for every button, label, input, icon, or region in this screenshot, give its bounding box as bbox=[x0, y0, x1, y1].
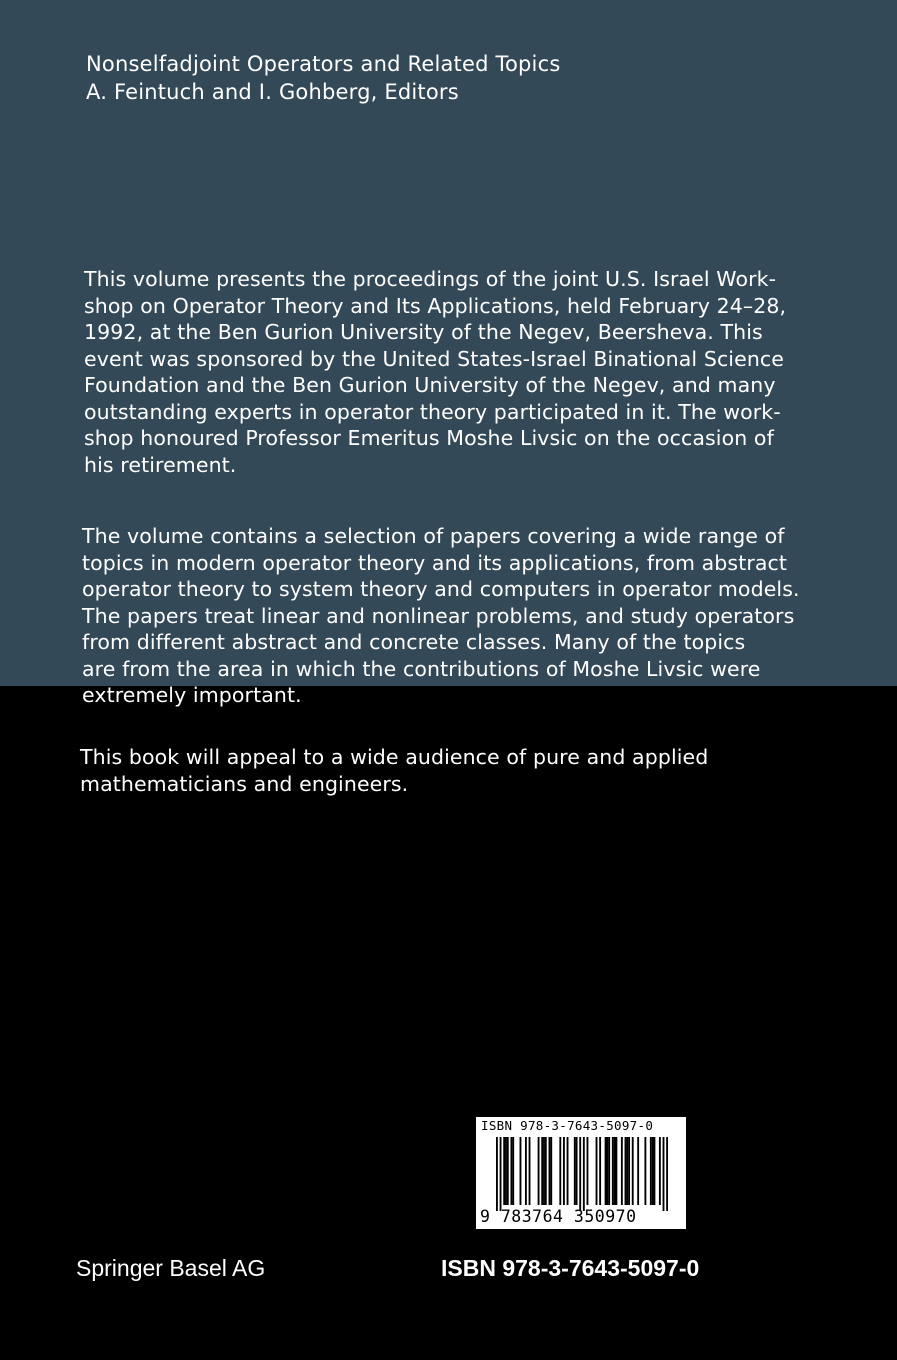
barcode-bar bbox=[612, 1137, 614, 1205]
barcode-bar bbox=[543, 1137, 545, 1205]
barcode-bar bbox=[574, 1137, 576, 1205]
barcode-bar bbox=[525, 1137, 527, 1205]
text-line: operator theory to system theory and computers in operator models. bbox=[82, 577, 800, 601]
barcode-bar bbox=[576, 1137, 578, 1205]
book-title: Nonselfadjoint Operators and Related Topics bbox=[86, 52, 561, 76]
isbn-barcode bbox=[475, 1116, 687, 1230]
text-line: The papers treat linear and nonlinear problems, and study operators bbox=[82, 603, 795, 628]
text-line: Foundation and the Ben Gurion University of the Negev, and many bbox=[84, 373, 776, 397]
description-paragraph-3 bbox=[80, 744, 840, 797]
barcode-bar bbox=[549, 1137, 551, 1205]
barcode-bar bbox=[496, 1137, 498, 1211]
text-line: mathematicians and engineers. bbox=[80, 771, 409, 796]
barcode-bar bbox=[563, 1137, 565, 1205]
text-line: outstanding experts in operator theory participated in it. The work- bbox=[84, 399, 781, 424]
book-editors: A. Feintuch and I. Gohberg, Editors bbox=[86, 80, 459, 104]
barcode-bar bbox=[614, 1137, 616, 1205]
text-line: are from the area in which the contributions of Moshe Livsic were bbox=[82, 656, 761, 681]
barcode-bar bbox=[628, 1137, 630, 1205]
text-line: The volume contains a selection of papers covering a wide range of bbox=[82, 524, 785, 548]
barcode-bar bbox=[606, 1137, 608, 1205]
barcode-bar bbox=[644, 1137, 646, 1205]
barcode-bar bbox=[650, 1137, 652, 1205]
text-line: extremely important. bbox=[82, 683, 302, 707]
barcode-bar bbox=[608, 1137, 610, 1205]
barcode-bar bbox=[520, 1137, 522, 1205]
barcode-bars bbox=[496, 1137, 668, 1211]
barcode-bar bbox=[500, 1137, 502, 1211]
barcode-bar bbox=[583, 1137, 585, 1211]
barcode-bar bbox=[567, 1137, 569, 1205]
isbn-number: ISBN 978-3-7643-5097-0 bbox=[441, 1255, 700, 1281]
barcode-bar bbox=[621, 1137, 623, 1205]
text-line: from different abstract and concrete classes. Many of the topics bbox=[82, 630, 746, 654]
barcode-bar bbox=[596, 1137, 598, 1205]
barcode-bar bbox=[538, 1137, 540, 1205]
barcode-bar bbox=[579, 1137, 581, 1211]
barcode-bar bbox=[559, 1137, 561, 1205]
description-paragraph-1 bbox=[84, 266, 844, 478]
barcode-isbn-label: ISBN 978-3-7643-5097-0 bbox=[481, 1118, 654, 1133]
barcode-bar bbox=[529, 1137, 531, 1205]
barcode-bar bbox=[652, 1137, 654, 1205]
barcode-bar bbox=[637, 1137, 639, 1205]
text-line: This volume presents the proceedings of the joint U.S. Israel Work- bbox=[84, 267, 777, 291]
description-paragraph-2 bbox=[82, 523, 842, 709]
barcode-bar bbox=[626, 1137, 628, 1205]
barcode-bar bbox=[507, 1137, 509, 1205]
barcode-bar bbox=[663, 1137, 665, 1211]
text-line: event was sponsored by the United States-Israel Binational Science bbox=[84, 346, 784, 371]
barcode-bar bbox=[503, 1137, 505, 1205]
barcode-bar bbox=[545, 1137, 547, 1205]
text-line: shop honoured Professor Emeritus Moshe Livsic on the occasion of bbox=[84, 426, 774, 450]
barcode-bar bbox=[659, 1137, 661, 1205]
text-line: topics in modern operator theory and its applications, from abstract bbox=[82, 550, 788, 575]
book-header bbox=[86, 50, 560, 106]
text-line: his retirement. bbox=[84, 452, 237, 477]
barcode-bar bbox=[615, 1137, 617, 1205]
barcode-bar bbox=[587, 1137, 589, 1205]
barcode-bar bbox=[541, 1137, 543, 1205]
barcode-bar bbox=[510, 1137, 512, 1205]
text-line: 1992, at the Ben Gurion University of the Negev, Beersheva. This bbox=[84, 320, 763, 344]
text-line: This book will appeal to a wide audience of pure and applied bbox=[80, 745, 709, 769]
barcode-bar bbox=[625, 1137, 627, 1205]
barcode-bar bbox=[654, 1137, 656, 1205]
barcode-bar bbox=[599, 1137, 601, 1205]
barcode-bar bbox=[632, 1137, 634, 1205]
barcode-bar bbox=[505, 1137, 507, 1205]
barcode-bar bbox=[550, 1137, 552, 1205]
text-line: shop on Operator Theory and Its Applications, held February 24–28, bbox=[84, 293, 787, 318]
publisher-name: Springer Basel AG bbox=[76, 1255, 266, 1281]
barcode-bar bbox=[666, 1137, 668, 1211]
barcode-bar bbox=[605, 1137, 607, 1205]
barcode-bar bbox=[512, 1137, 514, 1205]
barcode-digits: 9 783764 350970 bbox=[480, 1207, 637, 1226]
